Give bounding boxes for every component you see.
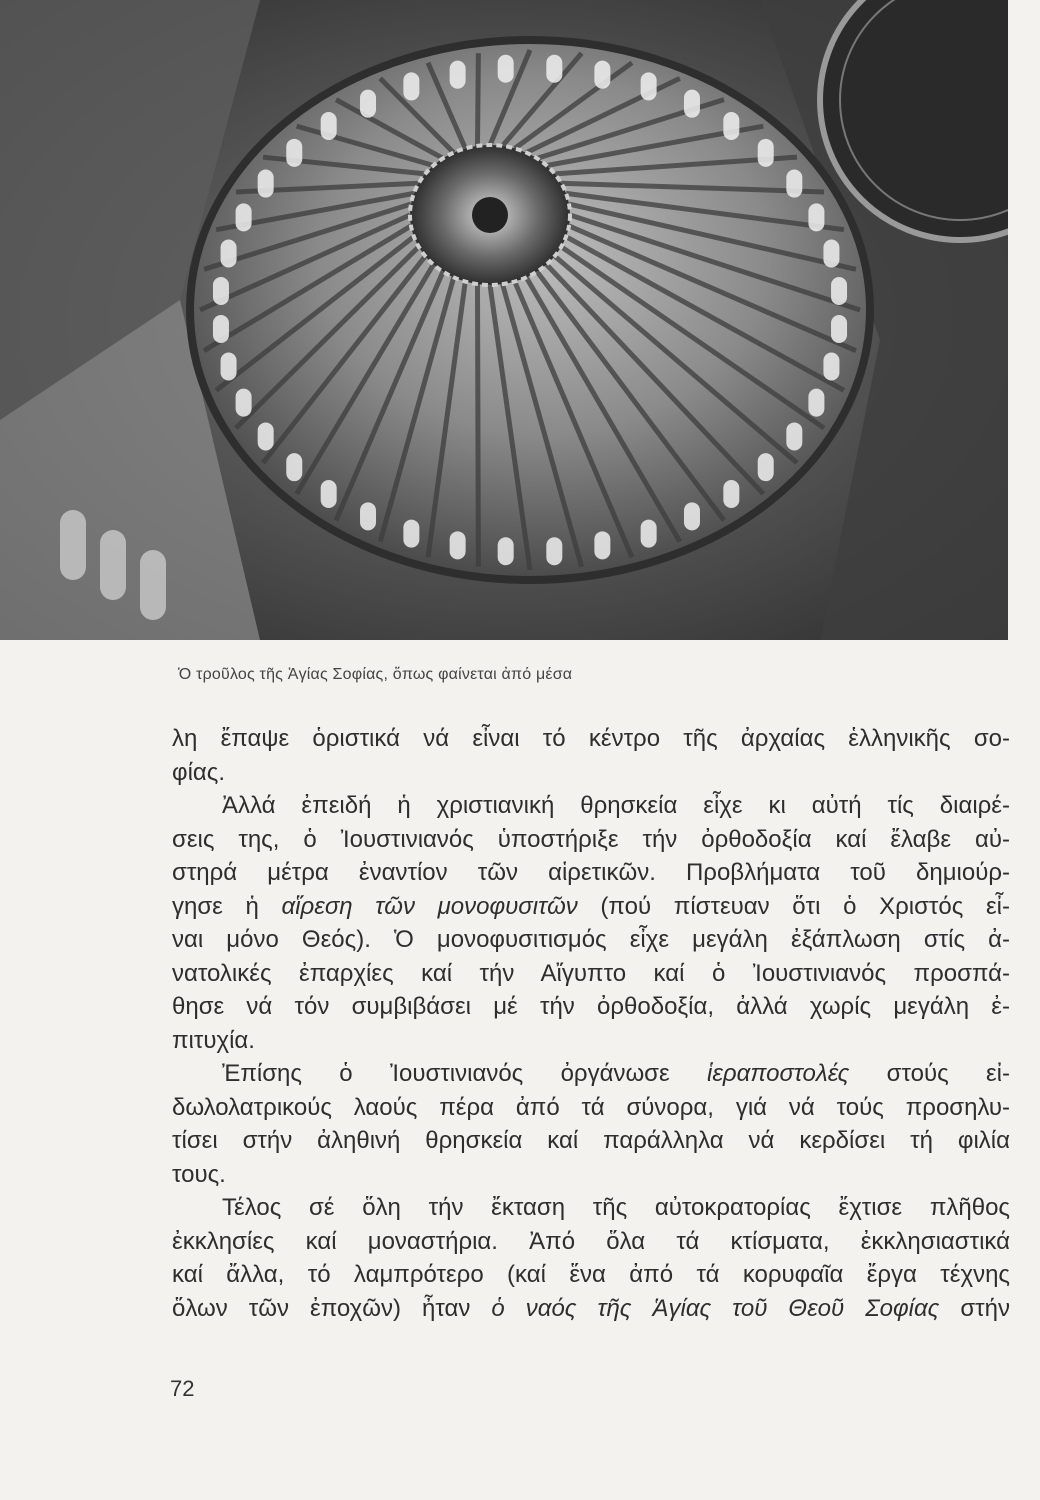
paragraph-4 [172,1191,1010,1325]
dome-photograph [0,0,1008,640]
dome-window [213,315,229,343]
dome-window [546,55,562,83]
dome-window [723,480,739,508]
text-line: στηρά μέτρα ἐναντίον τῶν αἱρετικῶν. Προβλήματα τοῦ δημιούρ- [172,859,1010,886]
dome-window [258,422,274,450]
dome-window [450,531,466,559]
dome-window [236,389,252,417]
dome-illustration [0,0,1008,640]
dome-window [360,90,376,118]
dome-window [258,170,274,198]
text-line: πιτυχία. [172,1026,255,1054]
dome-window [546,537,562,565]
dome-window [641,72,657,100]
text-line: τίσει στήν ἀληθινή θρησκεία καί παράλληλα νά κερδίσει τή φιλία [172,1127,1010,1154]
text-line: λη ἔπαψε ὁριστικά νά εἶναι τό κέντρο τῆς ἀρχαίας ἑλληνικῆς σο- [172,725,1010,752]
dome-window [594,531,610,559]
dome-window [823,352,839,380]
dome-window [786,422,802,450]
text-line: δωλολατρικούς λαούς πέρα ἀπό τά σύνορα, γιά νά τούς προσηλυ- [172,1093,1010,1121]
dome-window [286,453,302,481]
dome-window [321,112,337,140]
text-line: σεις της, ὁ Ἰουστινιανός ὑποστήριξε τήν ὀρθοδοξία καί ἔλαβε αὐ- [172,825,1010,853]
paragraph-3 [172,1057,1010,1191]
page-number: 72 [170,1376,195,1401]
dome-window [321,480,337,508]
dome-window [498,55,514,83]
dome-rib [477,284,478,567]
text-line: τους. [172,1160,226,1188]
dome-window [403,520,419,548]
text-line: καί ἄλλα, τό λαμπρότερο (καί ἕνα ἀπό τά κορυφαῖα ἔργα τέχνης [172,1261,1010,1288]
dome-window [831,277,847,305]
text-line-with-emphasis: Ἐπίσης ὁ Ἰουστινιανός ὀργάνωσε ἱεραποστολές στούς εἰ- [222,1060,1010,1087]
dome-window [684,90,700,118]
text-line: Τέλος σέ ὅλη τήν ἔκταση τῆς αὐτοκρατορίας ἔχτισε πλῆθος [222,1194,1010,1221]
body-text [172,722,1010,1325]
dome-window [831,315,847,343]
text-line: νατολικές ἐπαρχίες καί τήν Αἴγυπτο καί ὁ Ἰουστινιανός προσπά- [172,959,1010,987]
paragraph-1 [172,722,1010,789]
dome-window [498,537,514,565]
dome-window [758,453,774,481]
dome-window [723,112,739,140]
dome-window [213,277,229,305]
dome-window [221,352,237,380]
text-line-with-emphasis: γησε ἡ αἵρεση τῶν μονοφυσιτῶν (πού πίστευαν ὅτι ὁ Χριστός εἶ- [172,892,1011,920]
dome-window [786,170,802,198]
text-line: θησε νά τόν συμβιβάσει μέ τήν ὀρθοδοξία, ἀλλά χωρίς μεγάλη ἐ- [172,993,1010,1020]
dome-window [808,389,824,417]
dome-window [823,240,839,268]
text-line-with-emphasis: ὅλων τῶν ἐποχῶν) ἦταν ὁ ναός τῆς Ἁγίας τοῦ Θεοῦ Σοφίας στήν [172,1294,1010,1322]
dome-window [641,520,657,548]
dome-window [758,139,774,167]
text-line: φίας. [172,758,226,786]
dome-window [286,139,302,167]
dome-window [808,203,824,231]
dome-window [360,502,376,530]
dome-window [236,203,252,231]
text-line: ναι μόνο Θεός). Ὁ μονοφυσιτισμός εἶχε μεγάλη ἐξάπλωση στίς ἀ- [172,926,1010,953]
dome-window [450,61,466,89]
figure-caption: Ὁ τροῦλος τῆς Ἁγίας Σοφίας, ὅπως φαίνεται ἀπό μέσα [178,666,573,683]
dome-rib [477,53,478,146]
dome-window [221,240,237,268]
text-line: Ἀλλά ἐπειδή ἡ χριστιανική θρησκεία εἶχε κι αὐτή τίς διαιρέ- [222,792,1010,819]
dome-window [594,61,610,89]
text-line: ἐκκλησίες καί μοναστήρια. Ἀπό ὅλα τά κτίσματα, ἐκκλησιαστικά [172,1227,1010,1255]
dome-window [403,72,419,100]
paragraph-2 [172,789,1010,1057]
dome-window [684,502,700,530]
